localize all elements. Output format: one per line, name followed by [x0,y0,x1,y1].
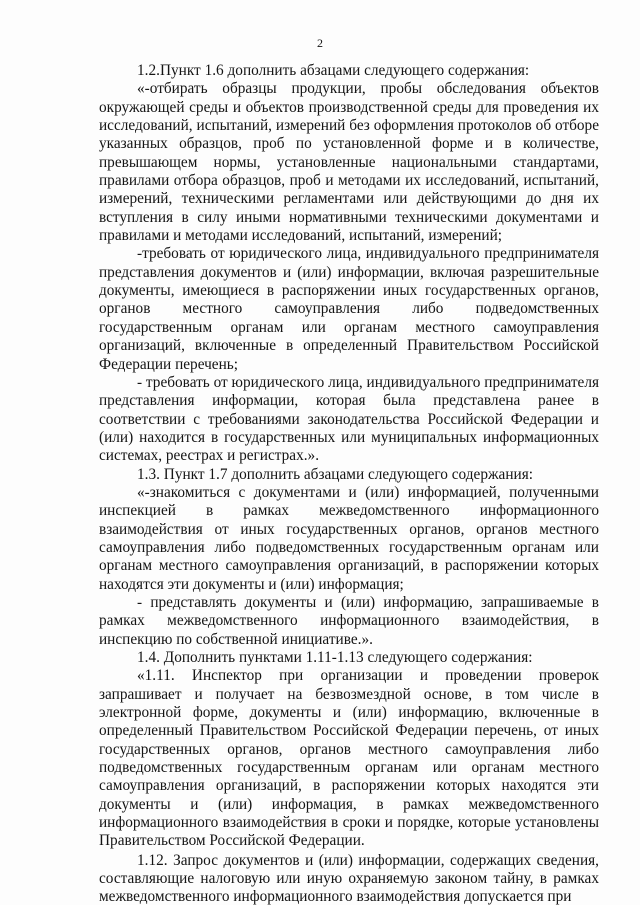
paragraph-require-documents: -требовать от юридического лица, индивидуального предпринимателя представления документов и (или) информации, включая разрешительные документы, имеющиеся в распоряжении иных государственных органов, органов местного самоуправления либо подведомственных государственным органам или органам местного самоуправления организаций, включенные в определенный Правительством Российской Федерации перечень; [99,245,599,373]
paragraph-1-3-heading: 1.3. Пункт 1.7 дополнить абзацами следующего содержания: [137,465,534,483]
paragraph-1-11-inspector: «1.11. Инспектор при организации и проведении проверок запрашивает и получает на безвозмездной основе, в том числе в электронной форме, документы и (или) информацию, включенные в определенный Правительством Российской Федерации перечень, от иных государственных органов, органов местного самоуправления либо подведомственных государственным органам или органам местного самоуправления организаций, в распоряжении которых находятся эти документы и (или) информация, в рамках межведомственного информационного взаимодействия в сроки и порядке, которые установлены Правительством Российской Федерации. [99,667,599,850]
paragraph-sample-collection: «-отбирать образцы продукции, пробы обследования объектов окружающей среды и объектов производственной среды для проведения их исследований, испытаний, измерений без оформления протоколов об отборе указанных образцов, проб по установленной форме и в количестве, превышающем нормы, установленные национальными стандартами, правилами отбора образцов, проб и методами их исследований, испытаний, измерений, техническими регламентами или действующими до дня их вступления в силу иными нормативными техническими документами и правилами и методами исследований, испытаний, измерений; [99,80,599,245]
paragraph-1-4-heading: 1.4. Дополнить пунктами 1.11-1.13 следующего содержания: [137,649,533,666]
paragraph-1-12-request: 1.12. Запрос документов и (или) информации, содержащих сведения, составляющие налоговую или иную охраняемую законом тайну, в рамках межведомственного информационного взаимодействия допускается при [99,851,599,906]
document-body [99,62,599,907]
paragraph-submit-documents: - представлять документы и (или) информацию, запрашиваемые в рамках межведомственного информационного взаимодействия, в инспекцию по собственной инициативе.». [99,593,599,648]
paragraph-1-2-heading: 1.2.Пункт 1.6 дополнить абзацами следующего содержания: [137,62,530,79]
paragraph-require-information: - требовать от юридического лица, индивидуального предпринимателя представления информации, которая была представлена ранее в соответствии с требованиями законодательства Российской Федерации и (или) находится в государственных или муниципальных информационных системах, реестрах и регистрах.». [99,373,599,465]
page-number: 2 [317,36,323,50]
paragraph-get-acquainted: «-знакомиться с документами и (или) информацией, полученными инспекцией в рамках межведомственного информационного взаимодействия от иных государственных органов, органов местного самоуправления либо подведомственных государственным органам или органам местного самоуправления организаций, в распоряжении которых находятся эти документы и (или) информация; [99,483,599,593]
